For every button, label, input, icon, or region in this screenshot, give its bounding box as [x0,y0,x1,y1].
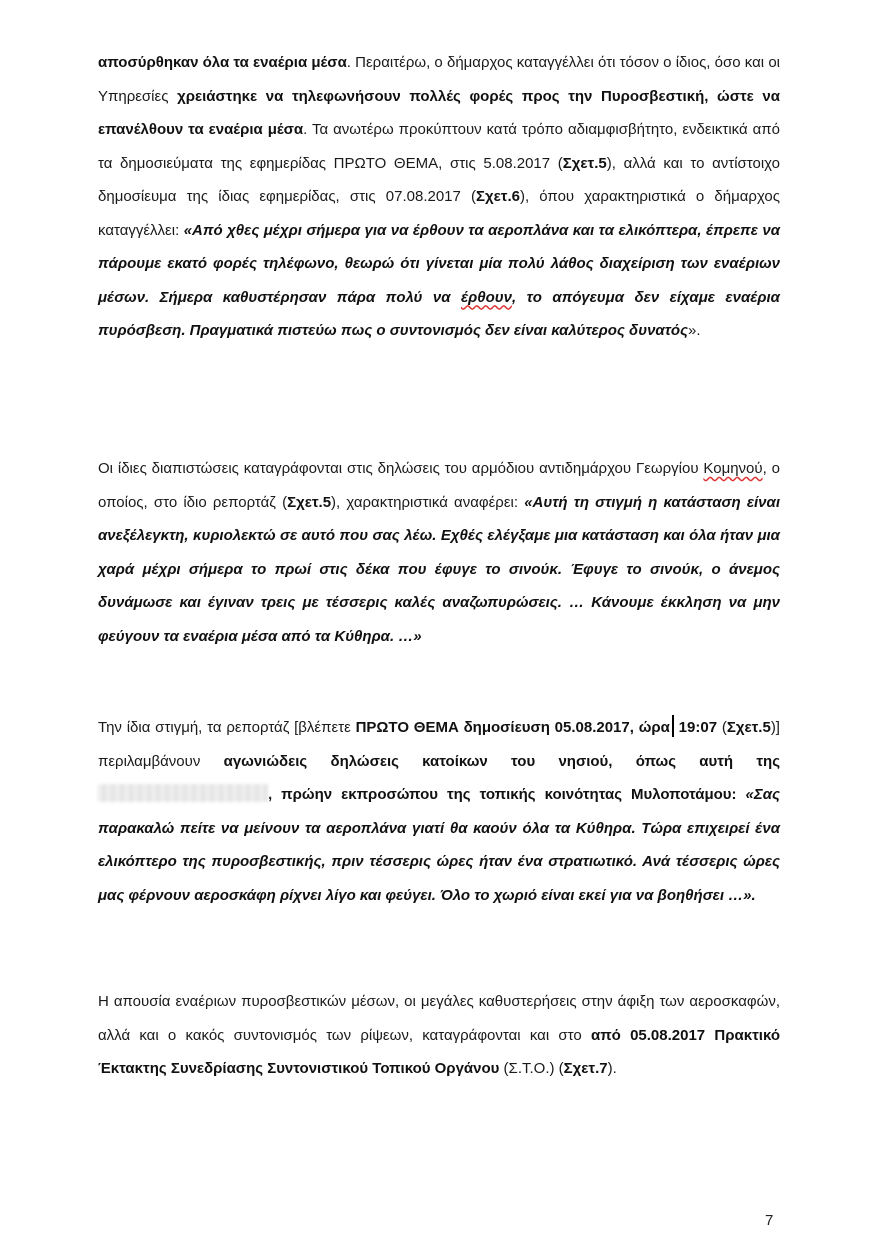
paragraph-1 [98,46,780,348]
quote-text: έρθουν [461,288,512,306]
body-text: ), αλλά και το αντίστοιχο δημοσίευμα της ίδιας εφημερίδας, στις 07.08.2017 ( [98,154,781,205]
body-text: (Σ.Τ.Ο.) ( [499,1060,564,1077]
page-number: 7 [765,1212,774,1229]
quote-text: «Σας παρακαλώ πείτε να μείνουν τα αεροπλάνα γιατί θα καούν όλα τα Κύθηρα. Τώρα επιχειρεί ένα ελικόπτερο της πυροσβεστικής, πριν τέσσερις ώρες ήταν ένα στρατιωτικό. Ανά τέσσερις ώρες μας φέρνουν αεροσκάφη ρίχνει λίγο και φεύγει. Όλο το χωριό είναι εκεί για να βοηθήσει …». [98,786,780,904]
bold-text: , πρώην εκπροσώπου της τοπικής κοινότητας Μυλοποτάμου: [268,786,746,803]
body-text: Οι ίδιες διαπιστώσεις καταγράφονται στις δηλώσεις του αρμόδιου αντιδημάρχου Γεωργίου [98,460,704,477]
bold-text: Σχετ.6 [476,188,520,205]
body-text: . Τα ανωτέρω προκύπτουν κατά τρόπο αδιαμφισβήτητο, ενδεικτικά από τα δημοσιεύματα της εφημερίδας ΠΡΩΤΟ ΘΕΜΑ, στις 5.08.2017 ( [98,121,780,172]
body-text: )] περιλαμβάνουν [98,719,780,770]
bold-text: Σχετ.7 [563,1060,608,1077]
bold-text: Σχετ.5 [562,154,607,172]
bold-text: από 05.08.2017 Πρακτικό Έκτακτης Συνεδρίασης Συντονιστικού Τοπικού Οργάνου [98,1026,780,1077]
paragraph-2 [98,452,780,653]
body-text: Κομηνού [703,460,763,477]
body-text: ). [607,1060,617,1077]
body-text: ». [688,322,701,339]
bold-text: Σχετ.5 [287,493,332,511]
paragraph-3 [98,711,780,912]
body-text: ), χαρακτηριστικά αναφέρει: [331,493,525,511]
bold-text: αγωνιώδεις δηλώσεις κατοίκων του νησιού, όπως αυτή της [223,752,780,770]
body-text: ), όπου χαρακτηριστικά ο δήμαρχος καταγγέλλει: [98,188,780,239]
body-text: , ο οποίος, στο ίδιο ρεπορτάζ ( [98,460,780,511]
bold-text: χρειάστηκε να τηλεφωνήσουν πολλές φορές προς την Πυροσβεστική, ώστε να επανέλθουν τα εναέρια μέσα [98,87,780,138]
body-text: Η απουσία εναέριων πυροσβεστικών μέσων, οι μεγάλες καθυστερήσεις στην άφιξη των αεροσκαφών, αλλά και ο κακός συντονισμός των ρίψεων, καταγράφονται και στο [98,993,780,1044]
bold-text: ΠΡΩΤΟ ΘΕΜΑ δημοσίευση 05.08.2017, ώρα [355,719,670,736]
bold-text: Σχετ.5 [726,719,771,736]
body-text: Την ίδια στιγμή, τα ρεπορτάζ [βλέπετε [98,719,356,736]
quote-text: «Αυτή τη στιγμή η κατάσταση είναι ανεξέλεγκτη, κυριολεκτώ σε αυτό που σας λέω. Εχθές ελέγξαμε μια κατάσταση και όλα ήταν μια χαρά μέχρι σήμερα το πρωί στις δέκα που έφυγε το σινούκ. Έφυγε το σινούκ, ο άνεμος δυνάμωσε και έγιναν τρεις με τέσσερις καλές αναζωπυρώσεις. … Κάνουμε έκκληση να μην φεύγουν τα εναέρια μέσα από τα Κύθηρα. …» [98,493,780,645]
body-text: . Περαιτέρω, ο δήμαρχος καταγγέλλει ότι τόσον ο ίδιος, όσο και οι Υπηρεσίες [98,54,780,105]
redacted-name [98,784,268,802]
paragraph-4 [98,985,780,1086]
bold-text: αποσύρθηκαν όλα τα εναέρια μέσα [98,54,347,71]
quote-text: «Από χθες μέχρι σήμερα για να έρθουν τα αεροπλάνα και τα ελικόπτερα, έπρεπε να πάρουμε εκατό φορές τηλέφωνο, θεωρώ ότι γίνεται μία πολύ λάθος διαχείριση των εναέριων μέσων. Σήμερα καθυστέρησαν πάρα πολύ να [98,221,780,306]
body-text: ( [717,719,727,736]
quote-text: , το απόγευμα δεν είχαμε εναέρια πυρόσβεση. Πραγματικά πιστεύω πως ο συντονισμός δεν είναι καλύτερος δυνατός [98,288,780,339]
bold-text: 19:07 [673,719,718,736]
